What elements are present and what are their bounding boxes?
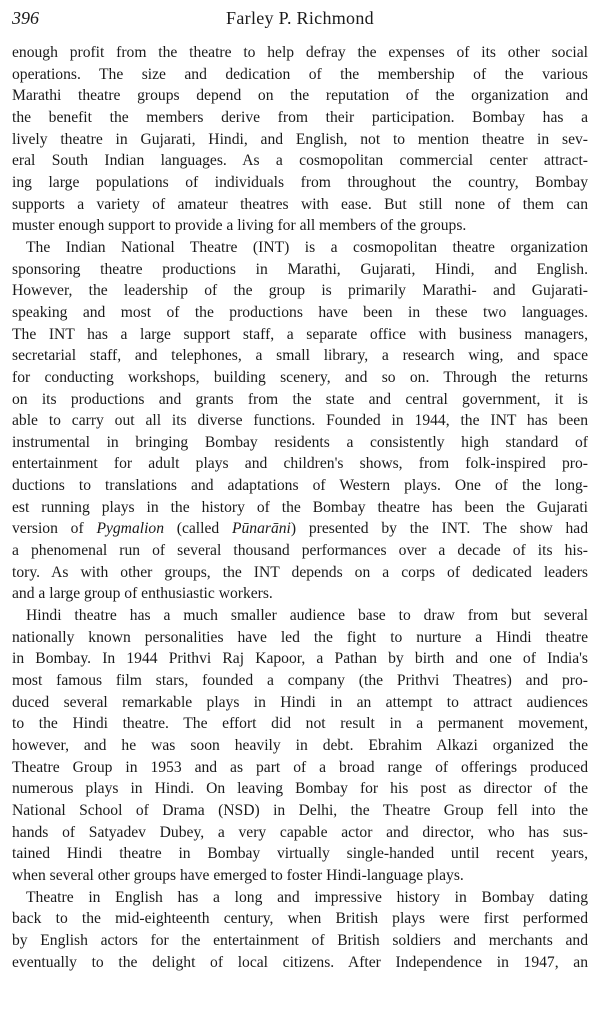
page-number: 396 [12, 8, 39, 28]
text-line: Hindi theatre has a much smaller audience base to draw from but several [26, 607, 588, 625]
text-line: the benefit the members derive from their participation. Bombay has a [12, 108, 588, 126]
text-line: however, and he was soon heavily in debt. Ebrahim Alkazi organized the [12, 737, 588, 754]
text-line: tained Hindi theatre in Bombay virtually single-handed until recent years, [12, 845, 588, 863]
text-line: in Bombay. In 1944 Prithvi Raj Kapoor, a Pathan by birth and one of India's [12, 650, 588, 668]
running-head-author: Farley P. Richmond [226, 8, 374, 28]
text-line-with-italics: version of Pygmalion (called Pūnarāni) presented by the INT. The show had [12, 520, 588, 538]
text-line: eral South Indian languages. As a cosmopolitan commercial center attract- [12, 152, 588, 170]
text-line: most famous film stars, founded a company (the Prithvi Theatres) and pro- [12, 672, 588, 690]
text-line: However, the leadership of the group is primarily Marathi- and Gujarati- [12, 282, 588, 300]
text-line: The INT has a large support staff, a separate office with business managers, [12, 325, 588, 343]
text-line: eventually to the delight of local citizens. After Independence in 1947, an [12, 953, 588, 971]
text-line: on its productions and grants from the state and central government, it is [12, 390, 588, 408]
paragraph-2 [12, 237, 588, 605]
text-line: Marathi theatre groups depend on the reputation of the organization and [12, 87, 588, 105]
text-line: est running plays in the history of the Bombay theatre has been the Gujarati [12, 498, 588, 516]
text-line: and a large group of enthusiastic workers. [12, 585, 273, 603]
text-line: duced several remarkable plays in Hindi in an attempt to attract audiences [12, 693, 588, 711]
text-line: instrumental in bringing Bombay residents a consistently high standard of [12, 433, 588, 451]
text-line: able to carry out all its diverse functions. Founded in 1944, the INT has been [12, 412, 588, 430]
running-header [12, 4, 588, 32]
text-line: tory. As with other groups, the INT depends on a corps of dedicated leaders [12, 563, 588, 581]
text-line: nationally known personalities have led the fight to nurture a Hindi theatre [12, 628, 588, 646]
text-line: Theatre Group in 1953 and as part of a broad range of offerings produced [12, 758, 588, 776]
italic-title: Pygmalion [96, 520, 164, 538]
text-line: a phenomenal run of several thousand performances over a decade of its his- [12, 542, 588, 560]
text-line: ing large populations of individuals from throughout the country, Bombay [12, 173, 588, 191]
text-line: back to the mid-eighteenth century, when British plays were first performed [12, 910, 588, 928]
paragraph-3 [12, 605, 588, 887]
text-line: supports a variety of amateur theatres with ease. But still none of them can [12, 195, 588, 213]
text-line: for conducting workshops, building scenery, and so on. Through the returns [12, 368, 588, 386]
text-line: entertainment for adult plays and children's shows, from folk-inspired pro- [12, 455, 588, 473]
paragraph-4 [12, 887, 588, 974]
text-line: National School of Drama (NSD) in Delhi, the Theatre Group fell into the [12, 801, 588, 819]
text-line: speaking and most of the productions have been in these two languages. [12, 303, 588, 321]
text-line: enough profit from the theatre to help defray the expenses of its other social [12, 44, 588, 61]
body-text [12, 42, 588, 973]
paragraph-1 [12, 42, 588, 237]
text-line: to the Hindi theatre. The effort did not result in a permanent movement, [12, 715, 588, 733]
text-line: secretarial staff, and telephones, a small library, a research wing, and space [12, 347, 588, 365]
text-line: Theatre in English has a long and impressive history in Bombay dating [26, 888, 588, 906]
text-line: when several other groups have emerged to foster Hindi-language plays. [12, 866, 464, 884]
text-line: The Indian National Theatre (INT) is a cosmopolitan theatre organization [26, 238, 588, 256]
text-line: lively theatre in Gujarati, Hindi, and English, not to mention theatre in sev- [12, 130, 588, 148]
text-line: ductions to translations and adaptations of Western plays. One of the long- [12, 477, 588, 495]
text-line: numerous plays in Hindi. On leaving Bombay for his post as director of the [12, 780, 588, 798]
text-line: operations. The size and dedication of the membership of the various [12, 65, 588, 83]
text-line: by English actors for the entertainment of British soldiers and merchants and [12, 931, 588, 949]
text-line: hands of Satyadev Dubey, a very capable actor and director, who has sus- [12, 823, 588, 841]
italic-title: Pūnarāni [231, 520, 291, 538]
text-line: sponsoring theatre productions in Marathi, Gujarati, Hindi, and English. [12, 260, 588, 278]
text-line: muster enough support to provide a living for all members of the groups. [12, 217, 467, 235]
